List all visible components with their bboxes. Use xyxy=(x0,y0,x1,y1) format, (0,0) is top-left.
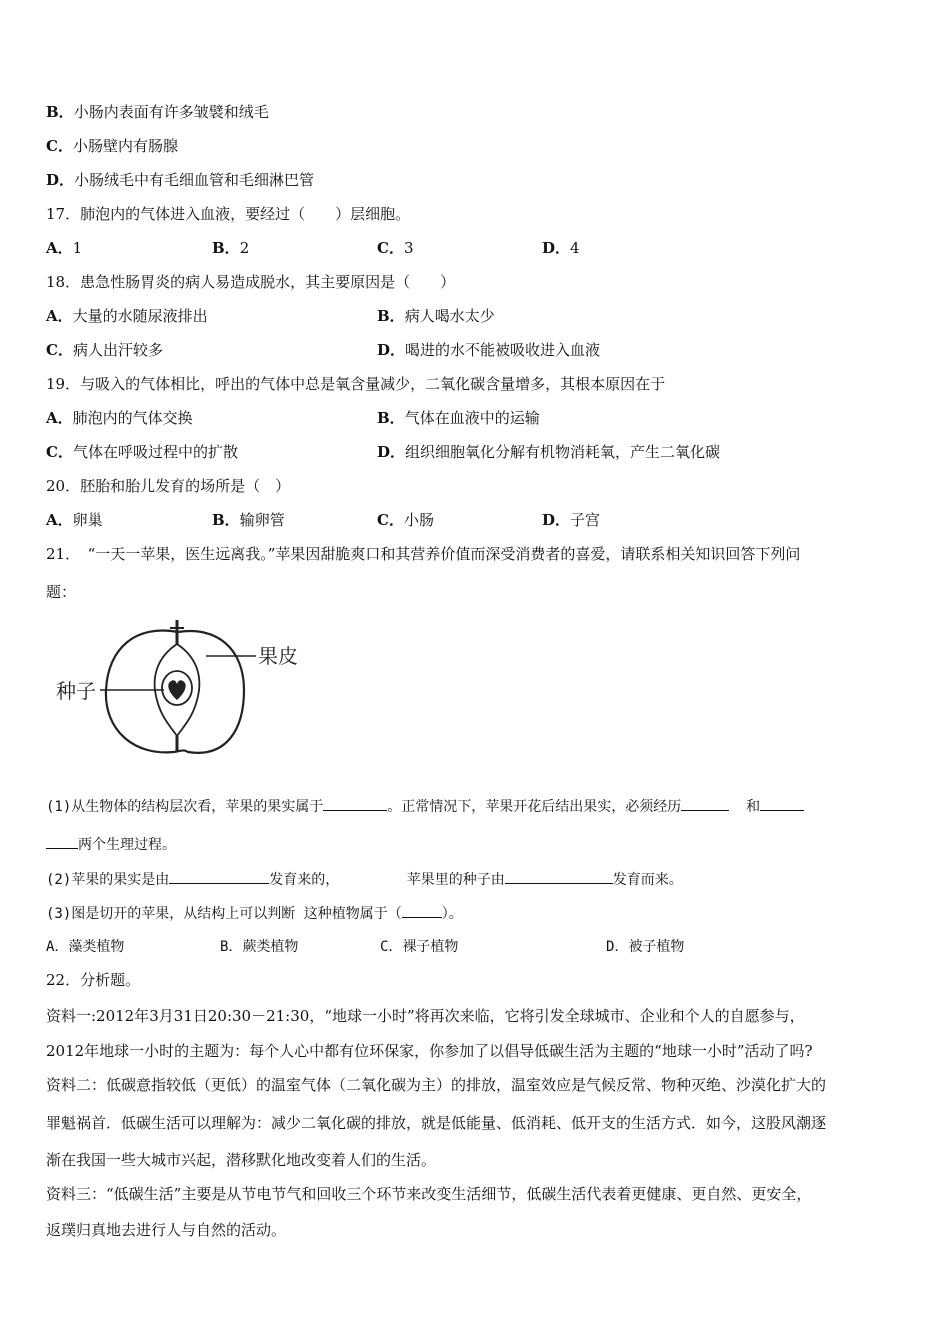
q20-option-a xyxy=(46,510,103,530)
answer-blank[interactable] xyxy=(169,869,269,884)
q16-option-c xyxy=(46,136,178,156)
q19-option-b-text: 气体在血液中的运输 xyxy=(404,409,540,427)
q18-option-d-text: 喝进的水不能被吸收进入血液 xyxy=(405,341,601,359)
q17-option-c-label: C． xyxy=(377,239,404,257)
q18-option-c-label: C． xyxy=(46,341,73,359)
q19-option-d-label: D． xyxy=(377,443,406,461)
q17-option-b xyxy=(212,238,249,258)
q21-sub2-text-a: (2)苹果的果实是由 xyxy=(46,872,170,888)
q18-option-b-label: B． xyxy=(377,307,405,325)
q19-option-a-text: 肺泡内的气体交换 xyxy=(72,409,193,427)
q16-option-d-text: 小肠绒毛中有毛细血管和毛细淋巴管 xyxy=(74,171,315,189)
q19-option-c-text: 气体在呼吸过程中的扩散 xyxy=(72,443,238,461)
q17-option-d xyxy=(542,238,580,258)
q21-option-c-text: 裸子植物 xyxy=(402,939,459,955)
q21-sub3-text-a: (3)图是切开的苹果，从结构上可以判断 这种植物属于（ xyxy=(46,906,402,922)
q22-material3-line1: 资料三：“低碳生活”主要是从节电节气和回收三个环节来改变生活细节，低碳生活代表着更健康、更自然、更安全， xyxy=(46,1185,812,1203)
q19-option-d-text: 组织细胞氧化分解有机物消耗氧，产生二氧化碳 xyxy=(405,443,721,461)
q16-option-c-label: C． xyxy=(46,137,73,155)
q21-sub3-text-b: ）。 xyxy=(441,906,463,922)
q16-option-b-label: B． xyxy=(46,103,74,121)
q17-option-c-text: 3 xyxy=(403,239,414,257)
q17-option-c xyxy=(377,238,414,258)
q20-option-c xyxy=(377,510,434,530)
q21-option-c xyxy=(380,937,458,957)
q20-option-a-text: 卵巢 xyxy=(72,511,103,529)
answer-blank[interactable] xyxy=(402,903,442,918)
q19-option-a-label: A． xyxy=(46,409,73,427)
q18-option-d xyxy=(377,340,600,360)
q19-option-b-label: B． xyxy=(377,409,405,427)
q21-sub1-text-b: 。正常情况下，苹果开花后结出果实，必须经历 xyxy=(387,799,682,815)
q21-option-a xyxy=(46,937,124,957)
q22-material2-line1: 资料二：低碳意指较低（更低）的温室气体（二氧化碳为主）的排放，温室效应是气候反常、物种灭绝、沙漠化扩大的 xyxy=(46,1076,827,1094)
q18-option-c-text: 病人出汗较多 xyxy=(72,341,163,359)
q21-option-c-label: C． xyxy=(380,939,403,955)
label-peel: 果皮 xyxy=(258,644,298,668)
q21-stem-line1: 21． “一天一苹果，医生远离我。”苹果因甜脆爽口和其营养价值而深受消费者的喜爱，请联系相关知识回答下列问 xyxy=(46,545,801,563)
q17-option-a xyxy=(46,238,82,258)
q21-sub3 xyxy=(46,903,463,924)
q18-option-a-text: 大量的水随尿液排出 xyxy=(72,307,208,325)
q20-stem: 20．胚胎和胎儿发育的场所是（ ） xyxy=(46,477,291,495)
q21-option-a-label: A． xyxy=(46,939,69,955)
q18-option-d-label: D． xyxy=(377,341,406,359)
q21-sub2-text-c: 苹果里的种子由 xyxy=(406,872,505,888)
q18-option-b-text: 病人喝水太少 xyxy=(404,307,495,325)
q19-option-c-label: C． xyxy=(46,443,73,461)
q20-option-b-label: B． xyxy=(212,511,240,529)
q22-stem: 22．分析题。 xyxy=(46,971,141,989)
q17-option-b-label: B． xyxy=(212,239,240,257)
q20-option-d xyxy=(542,510,600,530)
q21-option-b-text: 蕨类植物 xyxy=(242,939,299,955)
q21-sub2-text-d: 发育而来。 xyxy=(612,872,683,888)
answer-blank[interactable] xyxy=(505,869,613,884)
q17-option-a-text: 1 xyxy=(72,239,83,257)
q19-option-b xyxy=(377,408,540,428)
q20-option-b xyxy=(212,510,285,530)
q18-option-a-label: A． xyxy=(46,307,73,325)
q18-option-a xyxy=(46,306,208,326)
answer-blank[interactable] xyxy=(760,796,804,811)
q21-option-d-text: 被子植物 xyxy=(628,939,685,955)
q21-sub2 xyxy=(46,869,683,890)
q21-sub1-text-a: (1)从生物体的结构层次看，苹果的果实属于 xyxy=(46,799,324,815)
q18-option-c xyxy=(46,340,163,360)
answer-blank[interactable] xyxy=(323,796,387,811)
q16-option-d xyxy=(46,170,314,190)
q20-option-c-text: 小肠 xyxy=(403,511,434,529)
q22-material1-line2: 2012年地球一小时的主题为：每个人心中都有位环保家，你参加了以倡导低碳生活为主题的“地球一小时”活动了吗? xyxy=(46,1042,813,1060)
q16-option-b-text: 小肠内表面有许多皱襞和绒毛 xyxy=(73,103,269,121)
q21-sub1-line2 xyxy=(46,834,176,855)
q18-stem: 18．患急性肠胃炎的病人易造成脱水，其主要原因是（ ） xyxy=(46,273,456,291)
q16-option-c-text: 小肠壁内有肠腺 xyxy=(72,137,178,155)
q17-option-d-label: D． xyxy=(542,239,571,257)
q21-sub1-text-c: 和 xyxy=(746,799,761,815)
q20-option-b-text: 输卵管 xyxy=(239,511,285,529)
answer-blank[interactable] xyxy=(46,834,78,849)
q16-option-b xyxy=(46,102,269,122)
q21-option-b xyxy=(220,937,298,957)
q20-option-d-text: 子宫 xyxy=(570,511,601,529)
q20-option-c-label: C． xyxy=(377,511,404,529)
label-seed: 种子 xyxy=(56,679,96,703)
q19-stem: 19．与吸入的气体相比，呼出的气体中总是氧含量减少，二氧化碳含量增多，其根本原因在于 xyxy=(46,375,666,393)
q16-option-d-label: D． xyxy=(46,171,75,189)
apple-cross-section-figure xyxy=(56,618,326,760)
answer-blank[interactable] xyxy=(681,796,729,811)
q19-option-d xyxy=(377,442,720,462)
q21-stem-line2: 题： xyxy=(46,583,77,601)
q21-sub1-line1 xyxy=(46,796,804,817)
q17-option-d-text: 4 xyxy=(570,239,580,257)
q22-material2-line3: 渐在我国一些大城市兴起，潜移默化地改变着人们的生活。 xyxy=(46,1151,437,1169)
q20-option-a-label: A． xyxy=(46,511,73,529)
q20-option-d-label: D． xyxy=(542,511,571,529)
q18-option-b xyxy=(377,306,495,326)
q17-option-b-text: 2 xyxy=(239,239,250,257)
q21-option-d-label: D． xyxy=(606,939,629,955)
q17-option-a-label: A． xyxy=(46,239,73,257)
q22-material1-line1: 资料一:2012年3月31日20:30－21:30，“地球一小时”将再次来临，它将引发全球城市、企业和个人的自愿参与， xyxy=(46,1007,805,1025)
q22-material2-line2: 罪魁祸首．低碳生活可以理解为：减少二氧化碳的排放，就是低能量、低消耗、低开支的生活方式．如今，这股风潮逐 xyxy=(46,1114,827,1132)
q21-sub1-text-d: 两个生理过程。 xyxy=(78,837,176,853)
q19-option-a xyxy=(46,408,193,428)
q21-option-d xyxy=(606,937,684,957)
q21-option-a-text: 藻类植物 xyxy=(68,939,125,955)
q21-option-b-label: B． xyxy=(220,939,243,955)
q19-option-c xyxy=(46,442,238,462)
q17-stem: 17．肺泡内的气体进入血液，要经过（ ）层细胞。 xyxy=(46,205,411,223)
seed-icon xyxy=(168,680,185,700)
q21-sub2-text-b: 发育来的， xyxy=(269,872,340,888)
q22-material3-line2: 返璞归真地去进行人与自然的活动。 xyxy=(46,1221,287,1239)
